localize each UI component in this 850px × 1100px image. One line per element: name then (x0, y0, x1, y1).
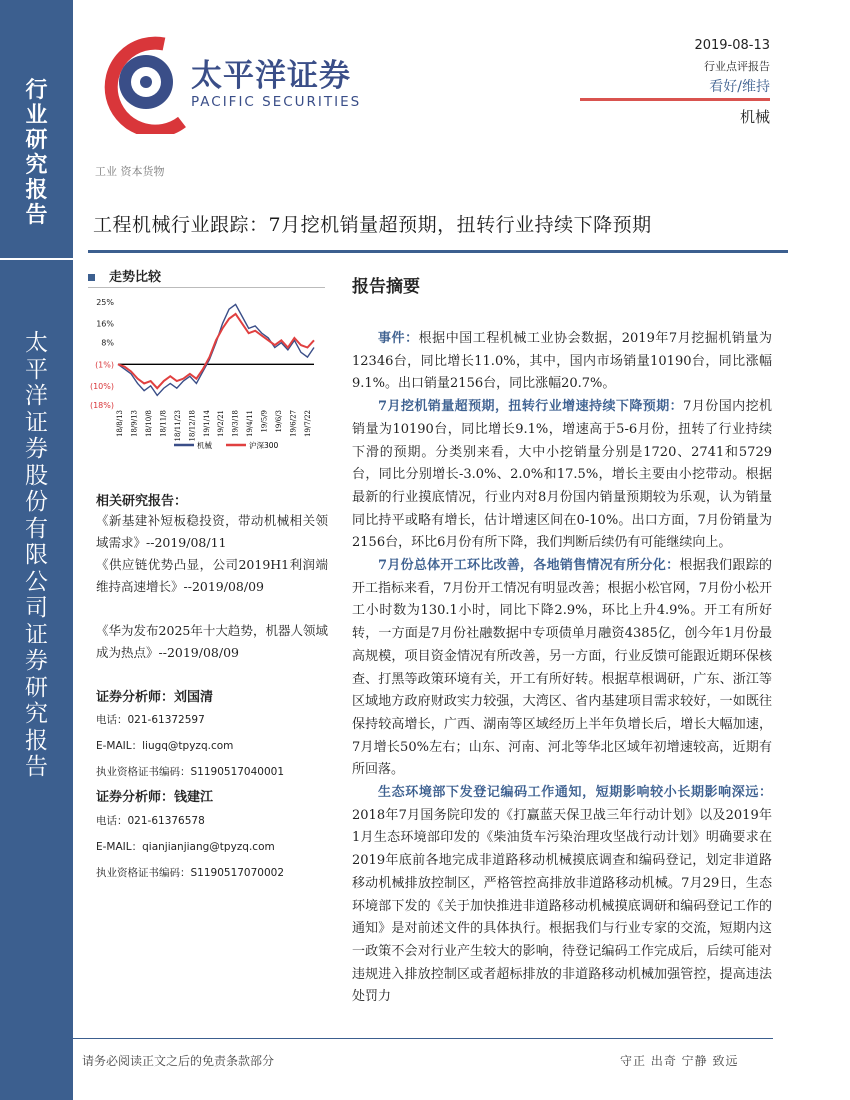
trend-heading (88, 266, 161, 285)
sidebar-bottom-char: 告 (25, 754, 48, 780)
sidebar-divider (0, 258, 73, 260)
sidebar-bottom-char: 有 (25, 515, 48, 542)
x-tick-label: 18/8/13 (116, 410, 124, 437)
abstract-paragraph (352, 782, 772, 1009)
category-label: 工业 资本货物 (95, 165, 165, 178)
abstract-paragraph (352, 396, 772, 555)
related-heading: 相关研究报告： (96, 494, 188, 509)
related-item: 《新基建补短板稳投资，带动机械相关领域需求》--2019/08/11 (96, 513, 328, 550)
x-tick-label: 18/10/8 (144, 410, 153, 437)
x-tick-label: 19/4/11 (246, 410, 255, 437)
sidebar-bottom-char: 证 (25, 409, 48, 436)
sidebar-top-char: 研 (25, 128, 48, 153)
footer-motto: 守正 出奇 宁静 致远 (620, 1054, 739, 1068)
trend-heading-text: 走势比较 (109, 270, 162, 285)
paragraph-lead: 生态环境部下发登记编码工作通知，短期影响较小长期影响深远： (378, 785, 772, 801)
title-rule (88, 250, 788, 253)
y-tick-label: 25% (96, 298, 114, 307)
x-tick-label: 18/9/13 (130, 410, 139, 437)
report-date: 2019-08-13 (694, 38, 770, 53)
sidebar-bottom-char: 份 (25, 489, 48, 515)
logo-cn-text: 太平洋证券 (191, 58, 351, 94)
sidebar-bottom-char: 洋 (25, 383, 48, 409)
analyst-cert: 执业资格证书编码：S1190517070002 (96, 867, 285, 879)
sidebar-top-char: 报 (25, 178, 48, 203)
sidebar-top-char: 告 (25, 203, 48, 228)
paragraph-text: 根据中国工程机械工业协会数据，2019年7月挖掘机销量为12346台，同比增长11.0%，其中，国内市场销量10190台，同比涨幅9.1%。出口销量2156台，同比涨幅20.7%。 (352, 331, 772, 392)
paragraph-text: 2018年7月国务院印发的《打赢蓝天保卫战三年行动计划》以及2019年1月生态环境部印发的《柴油货车污染治理攻坚战行动计划》明确要求在2019年底前各地完成非道路移动机械摸底调查和编码登记，划定非道路移动机械排放控制区，严格管控高排放非道路移动机械。7月29日，生态环境部下发的《关于加快推进非道路移动机械摸底调研和编码登记工作的通知》是对前述文件的具体执行。根据我们与行业专家的交流，短期内这一政策不会对行业产生较大的影响，待登记编码工作完成后，后续可能对违规进入排放控制区或者超标排放的非道路移动机械加强管控，提高违法处罚力 (352, 807, 772, 1005)
abstract-paragraph (352, 555, 772, 782)
x-tick-label: 19/5/9 (260, 410, 269, 433)
sidebar-bottom-char: 券 (25, 648, 48, 674)
x-tick-label: 19/3/18 (231, 410, 240, 437)
x-tick-label: 19/1/14 (202, 410, 211, 437)
paragraph-lead: 7月份总体开工环比改善，各地销售情况有所分化： (378, 558, 680, 574)
y-tick-label: (1%) (95, 360, 114, 370)
x-tick-label: 19/6/27 (289, 410, 298, 437)
bullet-square-icon (88, 274, 95, 281)
analyst-phone: 电话：021-61376578 (96, 815, 205, 827)
abstract-body (352, 328, 772, 1009)
y-tick-label: 16% (96, 319, 114, 329)
sidebar-top-label (0, 78, 73, 228)
rating-underline (580, 98, 770, 101)
rating-label: 看好/维持 (709, 79, 770, 95)
sidebar-bottom-char: 证 (25, 621, 48, 648)
sidebar-top-char: 究 (25, 153, 48, 178)
analyst-phone: 电话：021-61372597 (96, 714, 205, 726)
sidebar-bottom-char: 司 (25, 595, 48, 621)
sidebar-bottom-char: 券 (25, 436, 48, 462)
sidebar-bottom-char: 报 (25, 727, 48, 754)
sidebar-bottom-char: 研 (25, 674, 48, 701)
sidebar-top-char: 行 (25, 78, 48, 103)
sidebar (0, 0, 73, 1100)
legend-label: 沪深300 (249, 441, 279, 450)
analyst-email: E-MAIL：liugq@tpyzq.com (96, 740, 234, 752)
sidebar-bottom-char: 平 (25, 356, 48, 383)
industry-label: 机械 (739, 108, 770, 126)
legend-label: 机械 (197, 441, 212, 450)
analyst-email: E-MAIL：qianjianjiang@tpyzq.com (96, 841, 275, 853)
footer-disclaimer: 请务必阅读正文之后的免责条款部分 (82, 1054, 275, 1068)
related-item: 《华为发布2025年十大趋势，机器人领域成为热点》--2019/08/09 (96, 623, 328, 660)
paragraph-text: 根据我们跟踪的开工指标来看，7月份开工情况有明显改善；根据小松官网，7月份小松开工小时数为130.1小时，同比下降2.9%，环比上升4.9%。开工有所好转，一方面是7月份社融数据中专项债单月融资4385亿，创今年1月份最高规模，项目资金情况有所改善，另一方面，行业反馈可能跟近期环保核查、打黑等政策环境有关，开工有所好转。根据草根调研，广东、浙江等区域地方政府财政实力较强，大湾区、省内基建项目需求较好，一如既往保持较高增长，广西、湖南等区域经历上半年负增长后，增长大幅加速，7月增长50%左右；山东、河南、河北等华北区域年初增速较高，近期有所回落。 (352, 558, 772, 778)
analyst-heading: 证券分析师：刘国清 (96, 690, 214, 705)
related-item: 《供应链优势凸显，公司2019H1利润端维持高速增长》--2019/08/09 (96, 557, 328, 594)
x-tick-label: 19/2/21 (217, 410, 226, 437)
x-tick-label: 18/11/23 (173, 410, 182, 442)
report-title: 工程机械行业跟踪：7月挖机销量超预期，扭转行业持续下降预期 (93, 214, 652, 236)
x-tick-label: 19/7/22 (304, 410, 312, 437)
analyst-cert: 执业资格证书编码：S1190517040001 (96, 766, 285, 778)
sidebar-bottom-char: 限 (25, 542, 48, 568)
abstract-heading: 报告摘要 (352, 277, 420, 297)
abstract-paragraph (352, 328, 772, 396)
paragraph-text: 7月份国内挖机销量为10190台，同比增长9.1%，增速高于5-6月份，扭转了行业持续下滑的预期。分类别来看，大中小挖销量分别是1720、2741和5729台，同比分别增长-3.0%、2.0%和17.5%，增长主要由小挖带动。根据最新的行业摸底情况，行业内对8月份国内销量预期较为乐观，认为销量同比持平或略有增长，估计增速区间在0-10%。出口方面，7月份销量为2156台，环比6月份有所下降，我们判断后续仍有可能继续向上。 (352, 399, 773, 551)
sidebar-bottom-char: 太 (25, 330, 48, 356)
y-tick-label: 8% (101, 338, 114, 348)
trend-rule (88, 287, 325, 288)
sidebar-bottom-char: 究 (25, 701, 48, 727)
sidebar-top-char: 业 (25, 103, 48, 128)
paragraph-lead: 7月挖机销量超预期，扭转行业增速持续下降预期： (378, 399, 684, 415)
logo-en-text: PACIFIC SECURITIES (191, 94, 362, 110)
analyst-heading: 证券分析师：钱建江 (96, 790, 214, 805)
sidebar-bottom-char: 股 (25, 462, 48, 489)
x-tick-label: 18/12/18 (188, 410, 197, 442)
sidebar-bottom-char: 公 (25, 568, 48, 595)
sidebar-bottom-label (0, 330, 73, 781)
x-tick-label: 18/11/8 (159, 410, 168, 437)
report-type: 行业点评报告 (704, 60, 770, 73)
x-tick-label: 19/6/3 (275, 410, 284, 433)
footer-rule (73, 1038, 773, 1039)
y-tick-label: (18%) (89, 401, 114, 410)
paragraph-lead: 事件： (378, 331, 419, 346)
series-line (118, 314, 314, 388)
trend-chart (86, 290, 326, 480)
y-tick-label: (10%) (89, 381, 114, 391)
